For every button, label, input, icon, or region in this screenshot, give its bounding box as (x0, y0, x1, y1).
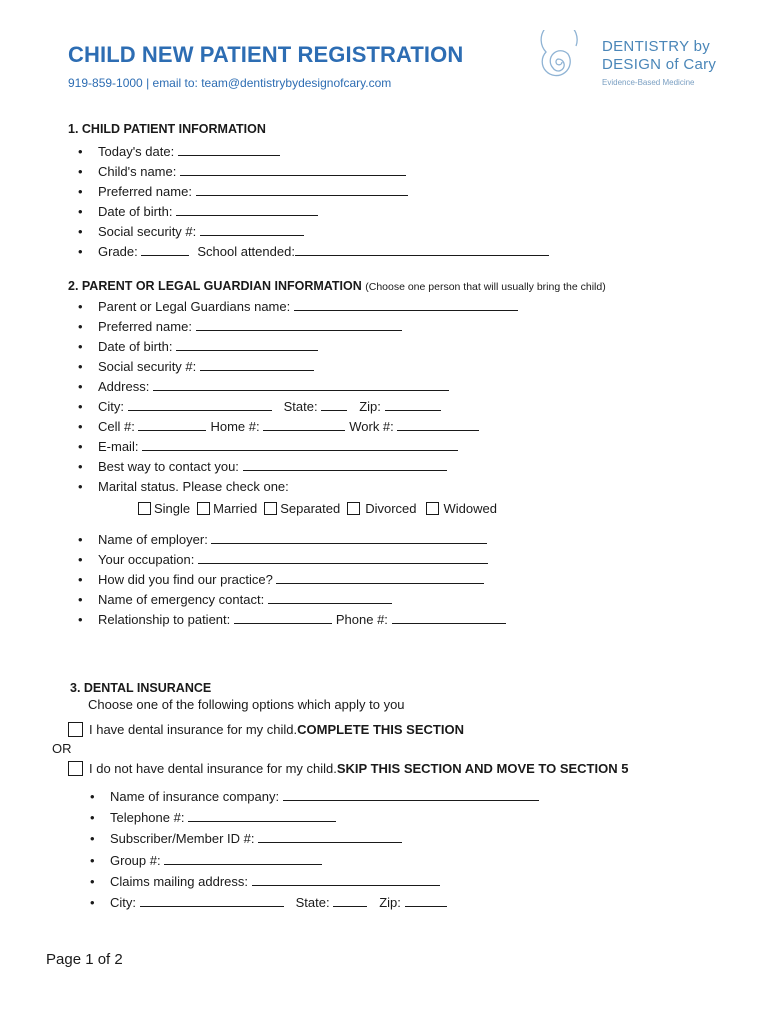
field-label: Name of insurance company: (110, 789, 283, 804)
home-phone-field[interactable] (263, 417, 345, 431)
list-item (68, 550, 506, 570)
field-label: Address: (98, 379, 153, 394)
list-item (68, 317, 518, 337)
checkbox[interactable] (197, 502, 210, 515)
insurance-state-field[interactable] (333, 893, 367, 907)
field-label: Today's date: (98, 144, 178, 159)
field-label: How did you find our practice? (98, 572, 277, 587)
grade-field[interactable] (141, 242, 189, 256)
marital-option-divorced[interactable] (347, 501, 416, 516)
list-item (80, 892, 539, 913)
claims-address-field[interactable] (252, 872, 440, 886)
find-practice-field[interactable] (276, 570, 484, 584)
option-label: Married (213, 501, 258, 516)
work-phone-field[interactable] (397, 417, 479, 431)
marital-status-options (138, 501, 504, 516)
field-label: Parent or Legal Guardians name: (98, 299, 294, 314)
list-item (68, 477, 518, 497)
field-label: Claims mailing address: (110, 873, 252, 889)
practice-logo (528, 34, 728, 94)
list-item (80, 807, 539, 828)
section2-list (68, 297, 518, 497)
field-label: Name of emergency contact: (98, 592, 268, 607)
section3-instruction: Choose one of the following options which apply to you (88, 697, 405, 712)
field-label: City: (110, 894, 140, 910)
list-item (80, 786, 539, 807)
list-item (68, 457, 518, 477)
school-attended-field[interactable] (295, 242, 549, 256)
section2-title: 2. PARENT OR LEGAL GUARDIAN INFORMATION (68, 279, 362, 293)
option-label: Single (154, 501, 191, 516)
insurance-option-not[interactable] (68, 761, 628, 776)
insurance-city-field[interactable] (140, 893, 284, 907)
occupation-field[interactable] (198, 550, 488, 564)
insurance-option-have[interactable] (68, 722, 464, 737)
field-label: Home #: (210, 419, 264, 434)
option-label: Separated (280, 501, 341, 516)
employer-field[interactable] (211, 530, 487, 544)
section3-list (80, 786, 539, 913)
field-label: E-mail: (98, 439, 143, 454)
guardian-preferred-name-field[interactable] (196, 317, 402, 331)
child-name-field[interactable] (180, 162, 406, 176)
relationship-field[interactable] (234, 610, 332, 624)
option-label: I have dental insurance for my child. (89, 722, 298, 737)
preferred-name-field[interactable] (196, 182, 408, 196)
field-label: Zip: (359, 399, 385, 414)
guardian-dob-field[interactable] (176, 337, 318, 351)
member-id-field[interactable] (258, 829, 402, 843)
logo-tagline: Evidence-Based Medicine (602, 78, 695, 87)
group-number-field[interactable] (164, 851, 322, 865)
cell-field[interactable] (138, 417, 206, 431)
logo-text-line2: DESIGN of Cary (602, 56, 717, 73)
emergency-contact-field[interactable] (268, 590, 392, 604)
field-label: Group #: (110, 852, 165, 868)
field-label: Social security #: (98, 224, 200, 239)
option-label: Divorced (365, 501, 417, 516)
field-label: City: (98, 399, 128, 414)
option-emphasis: COMPLETE THIS SECTION (297, 722, 464, 737)
list-item (68, 162, 549, 182)
checkbox[interactable] (138, 502, 151, 515)
marital-option-widowed[interactable] (424, 501, 497, 516)
list-item (68, 530, 506, 550)
marital-status-label: Marital status. Please check one: (98, 479, 289, 494)
list-item (68, 570, 506, 590)
social-security-field[interactable] (200, 222, 304, 236)
list-item (68, 182, 549, 202)
insurance-company-field[interactable] (283, 787, 539, 801)
section1-heading: 1. CHILD PATIENT INFORMATION (68, 122, 266, 136)
field-label: Relationship to patient: (98, 612, 234, 627)
field-label: Child's name: (98, 164, 180, 179)
list-item (68, 377, 518, 397)
marital-option-single[interactable] (138, 501, 190, 516)
section2-note: (Choose one person that will usually bring the child) (365, 281, 606, 293)
guardian-ssn-field[interactable] (200, 357, 314, 371)
address-field[interactable] (153, 377, 449, 391)
best-contact-field[interactable] (243, 457, 447, 471)
list-item (68, 142, 549, 162)
option-emphasis: SKIP THIS SECTION AND MOVE TO SECTION 5 (336, 761, 629, 776)
field-label: Date of birth: (98, 204, 177, 219)
or-separator: OR (52, 741, 72, 756)
field-label: Date of birth: (98, 339, 177, 354)
date-of-birth-field[interactable] (176, 202, 318, 216)
field-label: Grade: (98, 244, 142, 259)
field-label: Cell #: (98, 419, 139, 434)
spiral-icon (528, 30, 592, 94)
field-label: Zip: (379, 894, 405, 910)
list-item (68, 437, 518, 457)
section2-list-continued (68, 530, 506, 630)
field-label: School attended: (197, 244, 295, 259)
logo-text-line1: DENTISTRY by (602, 38, 711, 55)
list-item (80, 828, 539, 849)
field-label: Your occupation: (98, 552, 198, 567)
list-item (68, 357, 518, 377)
list-item (68, 222, 549, 242)
insurance-zip-field[interactable] (405, 893, 447, 907)
field-label: Phone #: (335, 612, 392, 627)
checkbox[interactable] (264, 502, 277, 515)
field-label: Telephone #: (110, 810, 189, 826)
section2-heading (68, 279, 606, 293)
state-field[interactable] (321, 397, 347, 411)
section3-heading: 3. DENTAL INSURANCE (70, 681, 212, 695)
email-field[interactable] (142, 437, 458, 451)
field-label: State: (295, 894, 334, 910)
checkbox[interactable] (68, 722, 83, 737)
list-item (68, 590, 506, 610)
list-item (68, 417, 518, 437)
list-item (68, 242, 549, 262)
list-item (80, 850, 539, 871)
checkbox[interactable] (347, 502, 360, 515)
form-title: CHILD NEW PATIENT REGISTRATION (68, 42, 464, 67)
guardian-name-field[interactable] (294, 297, 518, 311)
option-label: I do not have dental insurance for my child. (89, 761, 337, 776)
insurance-telephone-field[interactable] (188, 808, 336, 822)
field-label: Preferred name: (98, 184, 196, 199)
city-field[interactable] (128, 397, 272, 411)
list-item (68, 610, 506, 630)
field-label: Work #: (349, 419, 398, 434)
option-label: Widowed (443, 501, 497, 516)
field-label: Preferred name: (98, 319, 196, 334)
zip-field[interactable] (385, 397, 441, 411)
field-label: Name of employer: (98, 532, 212, 547)
field-label: Subscriber/Member ID #: (110, 831, 259, 847)
list-item (80, 871, 539, 892)
list-item (68, 397, 518, 417)
section1-list (68, 142, 549, 262)
emergency-phone-field[interactable] (392, 610, 506, 624)
list-item (68, 297, 518, 317)
todays-date-field[interactable] (178, 142, 280, 156)
field-label: Best way to contact you: (98, 459, 243, 474)
marital-option-separated[interactable] (264, 501, 340, 516)
list-item (68, 337, 518, 357)
list-item (68, 202, 549, 222)
contact-line: 919-859-1000 | email to: team@dentistrybydesignofcary.com (68, 76, 392, 90)
checkbox[interactable] (426, 502, 439, 515)
field-label: Social security #: (98, 359, 200, 374)
marital-option-married[interactable] (197, 501, 257, 516)
checkbox[interactable] (68, 761, 83, 776)
page-number: Page 1 of 2 (46, 951, 123, 968)
field-label: State: (283, 399, 322, 414)
